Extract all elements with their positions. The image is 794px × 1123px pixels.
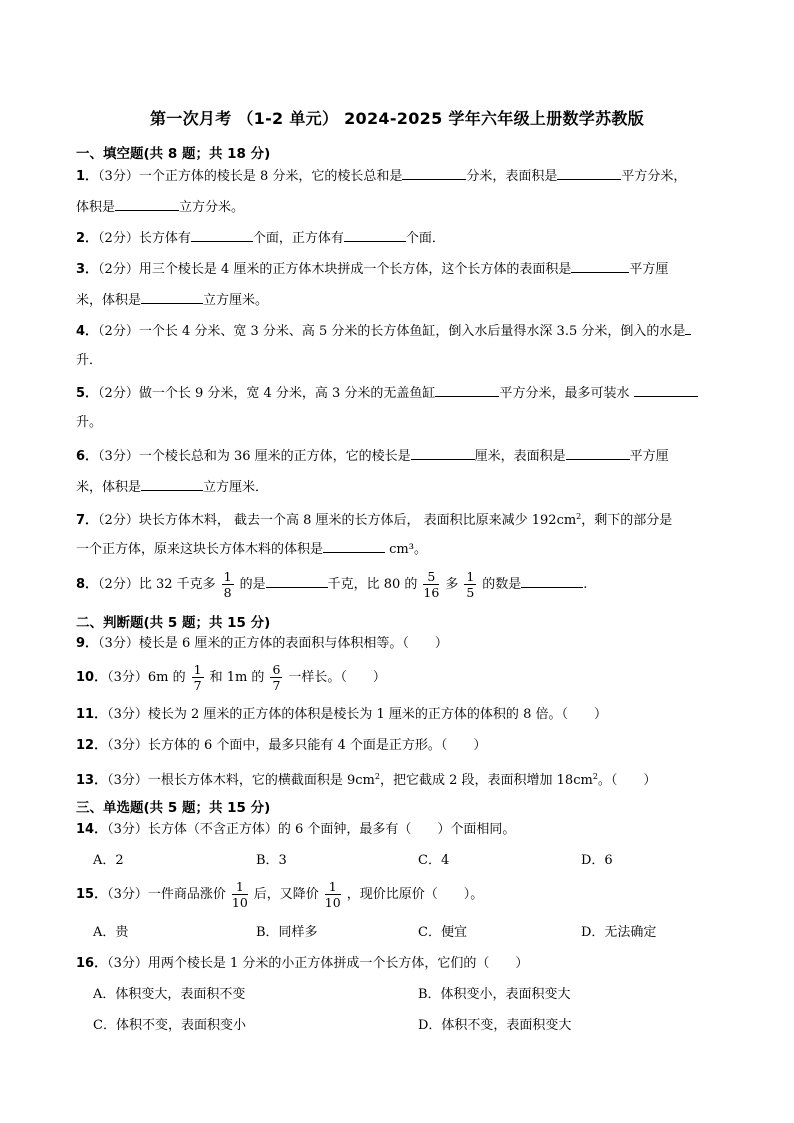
answer-blank[interactable] <box>435 384 499 397</box>
answer-blank[interactable] <box>566 447 630 460</box>
answer-blank[interactable] <box>521 575 583 588</box>
question-2: 2．（2分）长方体有 个面，正方体有 个面． <box>76 231 445 246</box>
answer-blank[interactable] <box>411 447 475 460</box>
answer-blank[interactable] <box>115 198 179 211</box>
fraction: $\frac{1}{8}$ <box>223 569 232 600</box>
question-16: 16．（3分）用两个棱长是 1 分米的小正方体拼成一个长方体，它们的（ ） <box>76 956 529 971</box>
option-a[interactable]: A．2 <box>93 853 124 868</box>
fraction: $\frac{1}{10}$ <box>231 879 248 910</box>
question-15: 15．（3分）一件商品涨价 $\frac{1}{10}$ 后，又降价 $\frac{1}{10}$ ，现价比原价（ ）。 <box>76 879 484 910</box>
page-title: 第一次月考 （1-2 单元） 2024-2025 学年六年级上册数学苏教版 <box>150 109 644 128</box>
question-8: 8．（2分）比 32 千克多 $\frac{1}{8}$ 的是 千克，比 80 的 $\frac{5}{16}$ 多 $\frac{1}{5}$ 的数是 . <box>76 569 588 600</box>
answer-blank[interactable] <box>571 260 629 273</box>
question-7: 7．（2分）块长方体木料， 截去一个高 8 厘米的长方体后， 表面积比原来减少 $192cm^2$，剩下的部分是 <box>76 512 673 528</box>
section-true-false: 二、判断题(共 5 题；共 15 分) <box>76 615 271 631</box>
question-3: 3．（2分）用三个棱长是 4 厘米的正方体木块拼成一个长方体，这个长方体的表面积是 平方厘 <box>76 262 669 277</box>
question-1-cont: 体积是 立方分米。 <box>76 200 245 215</box>
question-4: 4．（2分）一个长 4 分米、宽 3 分米、高 5 分米的长方体鱼缸，倒入水后量得水深 3.5 分米，倒入的水是 <box>76 322 691 340</box>
question-12: 12．（3分）长方体的 6 个面中，最多只能有 4 个面是正方形。（ ） <box>76 738 487 753</box>
fraction: $\frac{5}{16}$ <box>423 569 440 600</box>
option-d[interactable]: D．6 <box>581 853 613 868</box>
option-c[interactable]: C．体积不变，表面积变小 <box>93 1018 246 1033</box>
section-fill-in: 一、填空题(共 8 题；共 18 分) <box>76 146 271 162</box>
option-b[interactable]: B．体积变小，表面积变大 <box>418 987 571 1002</box>
option-d[interactable]: D．无法确定 <box>581 925 657 940</box>
question-3-cont: 米，体积是 立方厘米。 <box>76 293 269 308</box>
answer-blank[interactable] <box>344 229 406 242</box>
option-d[interactable]: D．体积不变，表面积变大 <box>418 1018 572 1033</box>
option-b[interactable]: B．3 <box>256 853 287 868</box>
question-5: 5．（2分）做一个长 9 分米，宽 4 分米，高 3 分米的无盖鱼缸 平方分米，最多可装水 <box>76 384 698 402</box>
option-c[interactable]: C．4 <box>418 853 450 868</box>
question-4-cont: 升． <box>76 353 103 368</box>
question-10: 10．（3分）6m 的 $\frac{1}{7}$ 和 1m 的 $\frac{6}{7}$ 一样长。（ ） <box>76 662 386 693</box>
question-13: 13．（3分）一根长方体木料，它的横截面积是 $9cm^2$，把它截成 2 段，表面积增加 $18cm^2$。（ ） <box>76 772 657 788</box>
answer-blank[interactable] <box>402 167 466 180</box>
answer-blank[interactable] <box>191 229 253 242</box>
fraction: $\frac{1}{5}$ <box>466 569 475 600</box>
fraction: $\frac{6}{7}$ <box>272 662 281 693</box>
fraction: $\frac{1}{10}$ <box>324 879 341 910</box>
answer-blank[interactable] <box>266 575 328 588</box>
answer-blank[interactable] <box>141 478 203 491</box>
answer-blank[interactable] <box>323 540 385 553</box>
option-c[interactable]: C．便宜 <box>418 925 467 940</box>
answer-blank[interactable] <box>557 167 621 180</box>
fraction: $\frac{1}{7}$ <box>193 662 202 693</box>
question-11: 11．（3分）棱长为 2 厘米的正方体的体积是棱长为 1 厘米的正方体的体积的 8 倍。（ ） <box>76 707 607 722</box>
question-6: 6．（3分）一个棱长总和为 36 厘米的正方体，它的棱长是 厘米，表面积是 平方厘 <box>76 449 669 464</box>
option-a[interactable]: A．体积变大，表面积不变 <box>93 987 246 1002</box>
answer-blank[interactable] <box>685 322 691 335</box>
question-14: 14．（3分）长方体（不含正方体）的 6 个面钟，最多有（ ）个面相同。 <box>76 822 516 837</box>
section-single-choice: 三、单选题(共 5 题；共 15 分) <box>76 800 271 816</box>
question-1: 1．（3分）一个正方体的棱长是 8 分米，它的棱长总和是 分米，表面积是 平方分米， <box>76 169 687 184</box>
question-7-cont: 一个正方体，原来这块长方体木料的体积是 cm³。 <box>76 542 427 557</box>
option-b[interactable]: B．同样多 <box>256 925 318 940</box>
option-a[interactable]: A．贵 <box>93 925 129 940</box>
answer-blank[interactable] <box>141 291 203 304</box>
question-6-cont: 米，体积是 立方厘米． <box>76 480 269 495</box>
question-5-cont: 升。 <box>76 415 103 430</box>
answer-blank[interactable] <box>634 384 698 397</box>
question-9: 9．（3分）棱长是 6 厘米的正方体的表面积与体积相等。（ ） <box>76 636 448 651</box>
